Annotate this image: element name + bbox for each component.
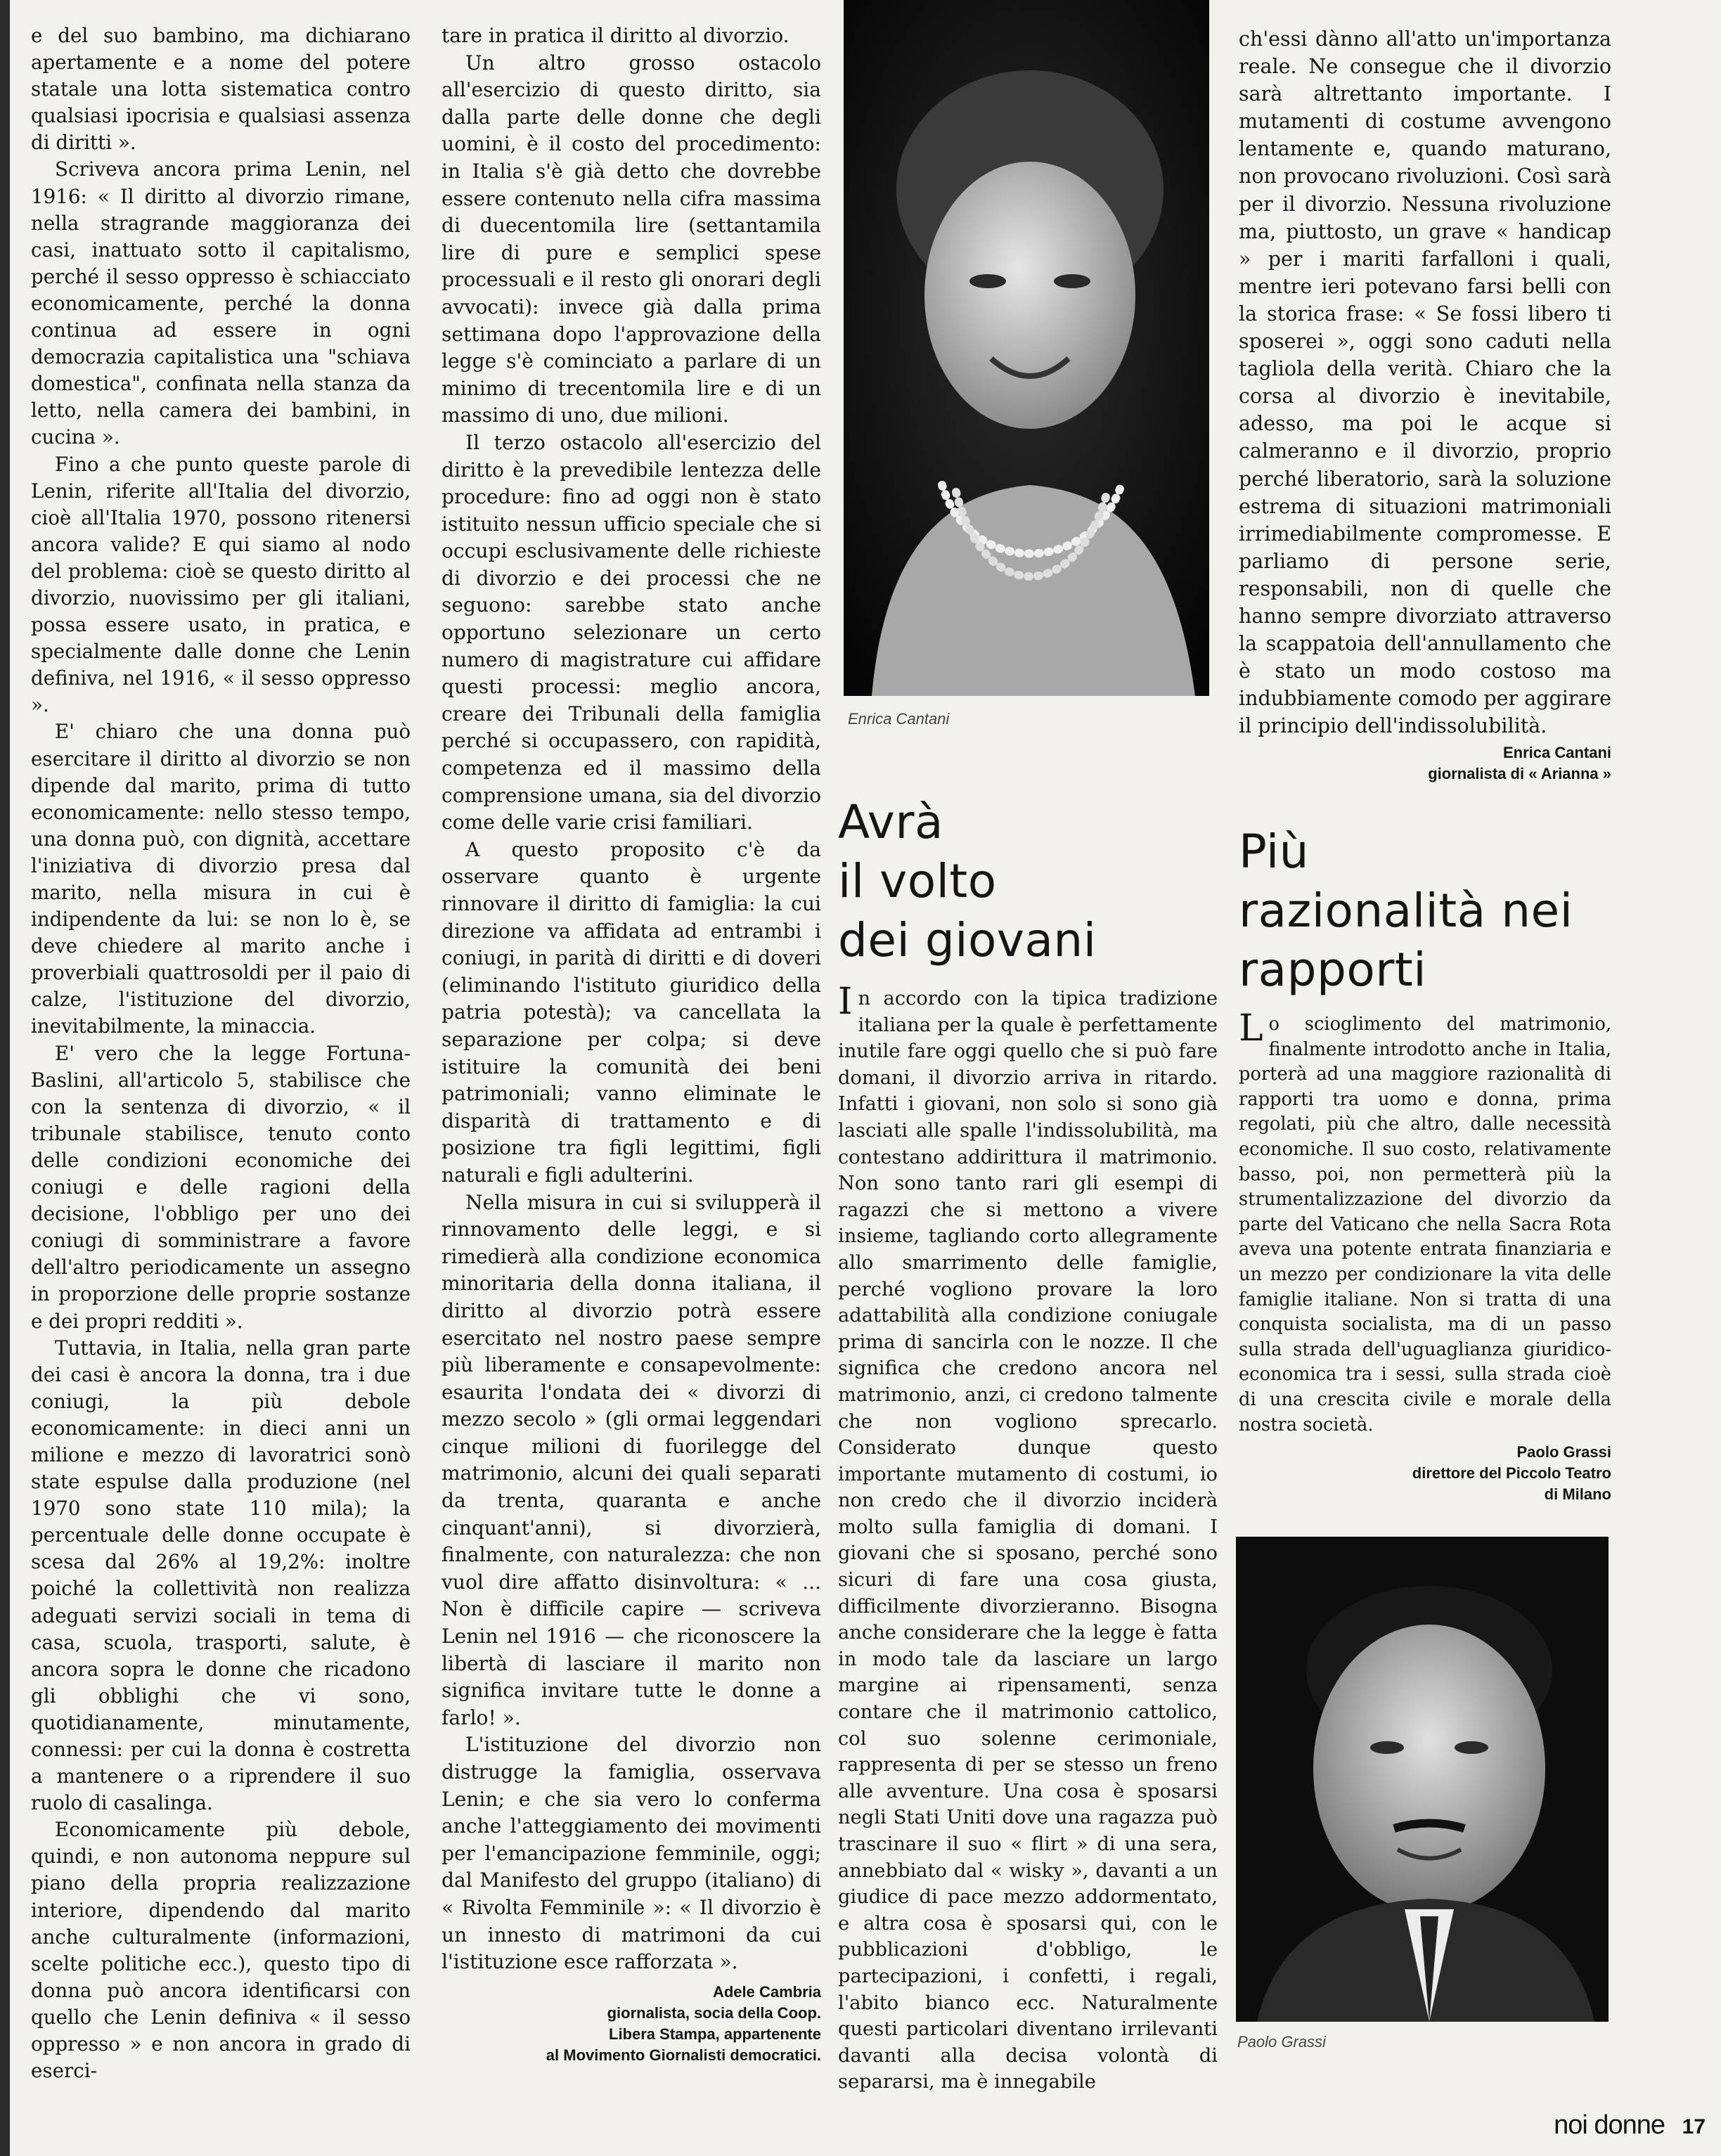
col3-paragraph [838, 981, 1218, 2096]
headline-line: Avrà [838, 795, 943, 849]
author-role: Libera Stampa, appartenente [609, 2025, 821, 2043]
headline-line: Più [1239, 825, 1310, 879]
col1-paragraph: Economicamente più debole, quindi, e non autonoma neppure sul piano della propria realizzazione interiore, dipendendo dal marito anche culturalmente (informazioni, scelte politiche ecc.), questo tipo di donna può ancora identificarsi con quello che Lenin definiva « il sesso oppresso » e non ancora in grado di eserci- [31, 1818, 411, 2083]
author-role: direttore del Piccolo Teatro [1412, 1464, 1611, 1483]
column-4-top [1239, 25, 1611, 785]
col1-paragraph: Scriveva ancora prima Lenin, nel 1916: « Il diritto al divorzio rimane, nella stragrande maggioranza dei casi, inattuato sotto il capitalismo, perché il sesso oppresso è schiacciato economicamente, perché la donna continua ad essere in ogni democrazia capitalistica una "schiava domestica", confinata nella stanza da letto, nella camera dei bambini, in cucina ». [31, 157, 411, 449]
col2-paragraph: Un altro grosso ostacolo all'esercizio di questo diritto, sia dalla parte delle donne che degli uomini, è il costo del procedimento: in Italia s'è già detto che dovrebbe essere contenuto nella cifra massima di duecentomila lire (settantamila lire di pure e semplici spese processuali e il resto gli onorari degli avvocati): invece già dalla prima settimana dopo l'approvazione della legge s'è cominciato a parlare di un minimo di trecentomila lire e di un massimo di uno, due milioni. [441, 51, 821, 427]
headline-line: il volto [838, 854, 997, 908]
drop-cap: I [838, 981, 853, 1023]
col2-paragraph: Nella misura in cui si svilupperà il rinnovamento delle leggi, e si rimedierà alla condizione economica minoritaria della donna italiana, il diritto al divorzio potrà essere esercitato nel nostro paese sempre più liberamente e consapevolmente: esaurita l'ondata dei « divorzi di mezzo secolo » (gli ormai leggendari cinque milioni di fuorilegge del matrimonio, alcuni dei quali separati da trenta, quaranta e anche cinquant'anni), si divorzierà, finalmente, con naturalezza: che non vuol dire affatto disinvoltura: « ... Non è difficile capire — scriveva Lenin nel 1916 — che riconoscere la libertà di lasciare il marito non significa invitare tutte le donne a farlo! ». [441, 1190, 821, 1729]
portrait-illustration [844, 0, 1209, 696]
photo-caption: Enrica Cantani [848, 710, 950, 728]
column-2 [441, 22, 821, 2066]
portrait-illustration [1236, 1537, 1609, 2022]
col2-paragraph: L'istituzione del divorzio non distrugge la famiglia, osservava Lenin; e che sia vero lo conferma anche l'atteggiamento dei movimenti per l'emancipazione femminile, oggi; dal Manifesto del gruppo (italiano) di « Rivolta Femminile »: « Il divorzio è un innesto di matrimoni da cui l'istituzione esce rafforzata ». [441, 1733, 821, 1974]
col1-paragraph: E' chiaro che una donna può esercitare il diritto al divorzio se non dipende dal marito, prima di tutto economicamente: nello stesso tempo, una donna può, con dignità, accettare l'iniziativa di divorzio presa dal marito, nella misura in cui è indipendente da lui: se non lo è, se deve chiedere al marito anche i proverbiali quattrosoldi per il paio di calze, l'istituzione del divorzio, inevitabilmente, la minaccia. [31, 720, 411, 1038]
page-binding-edge [0, 0, 10, 2156]
col4-paragraph [1239, 1007, 1611, 1438]
author-name: Paolo Grassi [1516, 1443, 1611, 1461]
column-4-article [1239, 822, 1611, 1505]
col2-paragraph: Il terzo ostacolo all'esercizio del diritto è la prevedibile lentezza delle procedure: fino ad oggi non è stato istituito nessun ufficio speciale che si occupi esclusivamente delle richieste di divorzio e dei processi che ne seguono: sarebbe stato anche opportuno selezionare un certo numero di magistrature cui affidare questi processi: meglio ancora, creare dei Tribunali della famiglia perché si occupassero, con rapidità, competenza ed il massimo della comprensione umana, sia del divorzio come delle varie crisi familiari. [441, 430, 821, 834]
author-name: Adele Cambria [712, 1982, 821, 2001]
article-headline [1239, 822, 1611, 1000]
col1-paragraph: E' vero che la legge Fortuna-Baslini, all'articolo 5, stabilisce che con la sentenza di divorzio, « il tribunale stabilisce, tenuto conto delle condizioni economiche dei coniugi e delle ragioni della decisione, l'obbligo per uno dei coniugi di somministrare a favore dell'altro periodicamente un assegno in proporzione delle proprie sostanze e dei propri redditi ». [31, 1041, 411, 1333]
headline-line: dei giovani [838, 913, 1097, 967]
col4-paragraph: ch'essi dànno all'atto un'importanza reale. Ne consegue che il divorzio sarà altrettanto importante. I mutamenti di costume avvengono lentamente e, quando maturano, non provocano rivoluzioni. Così sarà per il divorzio. Nessuna rivoluzione ma, piuttosto, un grave « handicap » per i mariti farfalloni i quali, mentre ieri potevano farsi belli con la storica frase: « Se fossi libero ti sposerei », oggi sono caduti nella tagliola della verità. Chiaro che la corsa al divorzio è inevitabile, adesso, ma poi le acque si calmeranno e il divorzio, proprio perché liberatorio, sarà la soluzione estrema di situazioni matrimoniali irrimediabilmente compromesse. E parliamo di persone serie, responsabili, non di quelle che hanno sempre divorziato attraverso la scappatoia dell'annullamento che è stato un modo costoso ma indubbiamente comodo per aggirare il principio dell'indissolubilità. [1239, 27, 1611, 738]
headline-line: razionalità nei [1239, 884, 1573, 938]
drop-cap: L [1239, 1007, 1263, 1050]
page-number: 17 [1682, 2115, 1706, 2138]
portrait-photo-paolo-grassi [1236, 1537, 1609, 2022]
col2-paragraph: A questo proposito c'è da osservare quanto è urgente rinnovare il diritto di famiglia: la cui direzione va affidata ad entrambi i coniugi, in parità di diritti e di doveri (eliminando l'istituto giuridico della patria potestà); va cancellata la separazione per colpa; si deve istituire la comunità dei beni patrimoniali; vanno eliminate le disparità di trattamento e di posizione tra figli legittimi, figli naturali e figli adulterini. [441, 837, 821, 1187]
column-1 [31, 22, 411, 2084]
author-role: di Milano [1544, 1485, 1611, 1504]
author-name: Enrica Cantani [1502, 744, 1611, 762]
col2-paragraph: tare in pratica il diritto al divorzio. [441, 24, 789, 47]
column-3 [838, 793, 1218, 2096]
page-footer [1554, 2110, 1706, 2141]
signature-enrica-cantani [1239, 742, 1611, 785]
article-headline [838, 793, 1218, 970]
author-role: al Movimento Giornalisti democratici. [546, 2046, 821, 2064]
photo-caption: Paolo Grassi [1237, 2033, 1326, 2051]
col1-paragraph: Fino a che punto queste parole di Lenin, riferite all'Italia del divorzio, cioè all'Italia 1970, possono ritenersi ancora valide? E qui siamo al nodo del problema: cioè se questo diritto al divorzio, nuovissimo per gli italiani, possa essere usato, in pratica, e specialmente dalle donne che Lenin definiva, nel 1916, « il sesso oppresso ». [31, 452, 411, 717]
signature-adele-cambria [441, 1982, 821, 2066]
author-role: giornalista, socia della Coop. [607, 2003, 821, 2022]
col1-paragraph: Tuttavia, in Italia, nella gran parte dei casi è ancora la donna, tra i due coniugi, la più debole economicamente: in dieci anni un milione e mezzo di lavoratrici sonò state espulse dalla produzione (nel 1970 sono state 110 mila); la percentuale delle donne occupate è scesa dal 26% al 19,2%: inoltre poiché la collettività non realizza adeguati servizi sociali in tema di casa, scuola, trasporti, salute, è ancora sopra le donne che ricadono gli obblighi che vi sono, quotidianamente, minutamente, connessi: per cui la donna è costretta a mantenere o a riprendere il suo ruolo di casalinga. [31, 1336, 411, 1815]
portrait-photo-enrica-cantani [844, 0, 1209, 696]
signature-paolo-grassi [1239, 1442, 1611, 1505]
col1-paragraph: e del suo bambino, ma dichiarano apertamente e a nome del potere statale una lotta sistematica contro qualsiasi ipocrisia e qualsiasi assenza di diritti ». [31, 24, 411, 155]
col3-body-text: n accordo con la tipica tradizione italiana per la quale è perfettamente inutile fare oggi quello che si può fare domani, il divorzio arriva in ritardo. Infatti i giovani, non solo si sono già lasciati alle spalle l'indissolubilità, ma contestano addirittura il matrimonio. Non sono tanto rari gli esempi di ragazzi che si mettono a vivere insieme, tagliando corto allegramente allo smarrimento delle famiglie, perché vogliono provare la loro adattabilità alla condizione coniugale prima di sancirla con le nozze. Il che significa che credono ancora nel matrimonio, anzi, ci credono talmente che non vogliono sprecarlo. Considerato dunque questo importante mutamento di costumi, io non credo che il divorzio inciderà molto sulla famiglia di domani. I giovani che si sposano, perché sono sicuri di fare una cosa giusta, difficilmente divorzieranno. Bisogna anche considerare che la legge è fatta in modo tale da lasciare un largo margine ai ripensamenti, senza contare che il matrimonio cattolico, col suo solenne cerimoniale, rappresenta di per se stesso un freno alle avventure. Una cosa è sposarsi negli Stati Uniti dove una ragazza può trascinare il suo « flirt » di una sera, annebbiato dal « wisky », davanti a un giudice di pace mezzo addormentato, e altra cosa è sposarsi qui, con le pubblicazioni d'obbligo, le partecipazioni, i confetti, i regali, l'abito bianco ecc. Naturalmente questi particolari diventano irrilevanti davanti alla decisa volontà di separarsi, ma è innegabile [838, 988, 1218, 2093]
magazine-name: noi donne [1554, 2110, 1665, 2140]
col4-body-text: o scioglimento del matrimonio, finalmente introdotto anche in Italia, porterà ad una maggiore razionalità di rapporti tra uomo e donna, prima regolati, più che altro, dalle necessità economiche. Il suo costo, relativamente basso, poi, non permetterà più la strumentalizzazione del divorzio da parte del Vaticano che nella Sacra Rota aveva una potente entrata finanziaria e un mezzo per condizionare la vita delle famiglie italiane. Non si tratta di una conquista socialista, ma di un passo sulla strada dell'uguaglianza giuridico-economica tra i sessi, sulla strada cioè di una crescita civile e morale della nostra società. [1239, 1014, 1611, 1435]
author-role: giornalista di « Arianna » [1428, 765, 1611, 783]
headline-line: rapporti [1239, 943, 1427, 997]
